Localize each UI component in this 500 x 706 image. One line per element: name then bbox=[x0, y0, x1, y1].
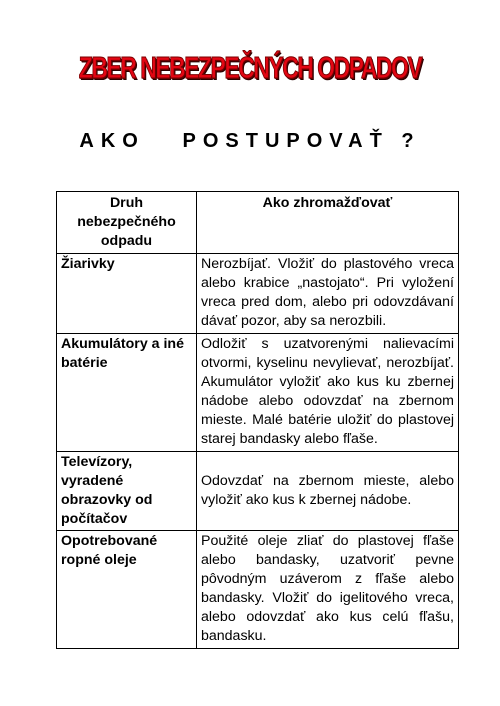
column-header-waste-type: Druh nebezpečného odpadu bbox=[57, 192, 197, 254]
hazardous-waste-table bbox=[56, 191, 459, 649]
waste-type-cell: Televízory, vyradené obrazovky od počítačov bbox=[57, 452, 197, 531]
collection-method-cell: Nerozbíjať. Vložiť do plastového vreca alebo krabice „nastojato“. Pri vyložení vreca pred dom, alebo pri odovzdávaní dávať pozor, aby sa nerozbili. bbox=[197, 254, 459, 334]
column-header-collection-method: Ako zhromažďovať bbox=[197, 192, 459, 254]
waste-type-cell: Žiarivky bbox=[57, 254, 197, 334]
document-subtitle: AKO POSTUPOVAŤ ? bbox=[79, 130, 421, 152]
collection-method-cell: Odovzdať na zbernom mieste, alebo vyložiť ako kus k zbernej nádobe. bbox=[197, 452, 459, 531]
table-row bbox=[57, 452, 459, 531]
table-row bbox=[57, 334, 459, 452]
collection-method-cell: Odložiť s uzatvorenými nalievacími otvormi, kyselinu nevylievať, nerozbíjať. Akumulátor vyložiť ako kus ku zbernej nádobe alebo odovzdať na zbernom mieste. Malé batérie uložiť do plastovej starej bandasky alebo fľaše. bbox=[197, 334, 459, 452]
waste-type-cell: Akumulátory a iné batérie bbox=[57, 334, 197, 452]
document-title: ZBER NEBEZPEČNÝCH ODPADOV bbox=[78, 50, 422, 85]
collection-method-cell: Použité oleje zliať do plastovej fľaše alebo bandasky, uzatvoriť pevne pôvodným uzáverom z fľaše alebo bandasky. Vložiť do igelitového vreca, alebo odovzdať ako kus celú fľašu, bandasku. bbox=[197, 531, 459, 649]
table-row bbox=[57, 531, 459, 649]
table-header-row bbox=[57, 192, 459, 254]
table-row bbox=[57, 254, 459, 334]
waste-type-cell: Opotrebované ropné oleje bbox=[57, 531, 197, 649]
